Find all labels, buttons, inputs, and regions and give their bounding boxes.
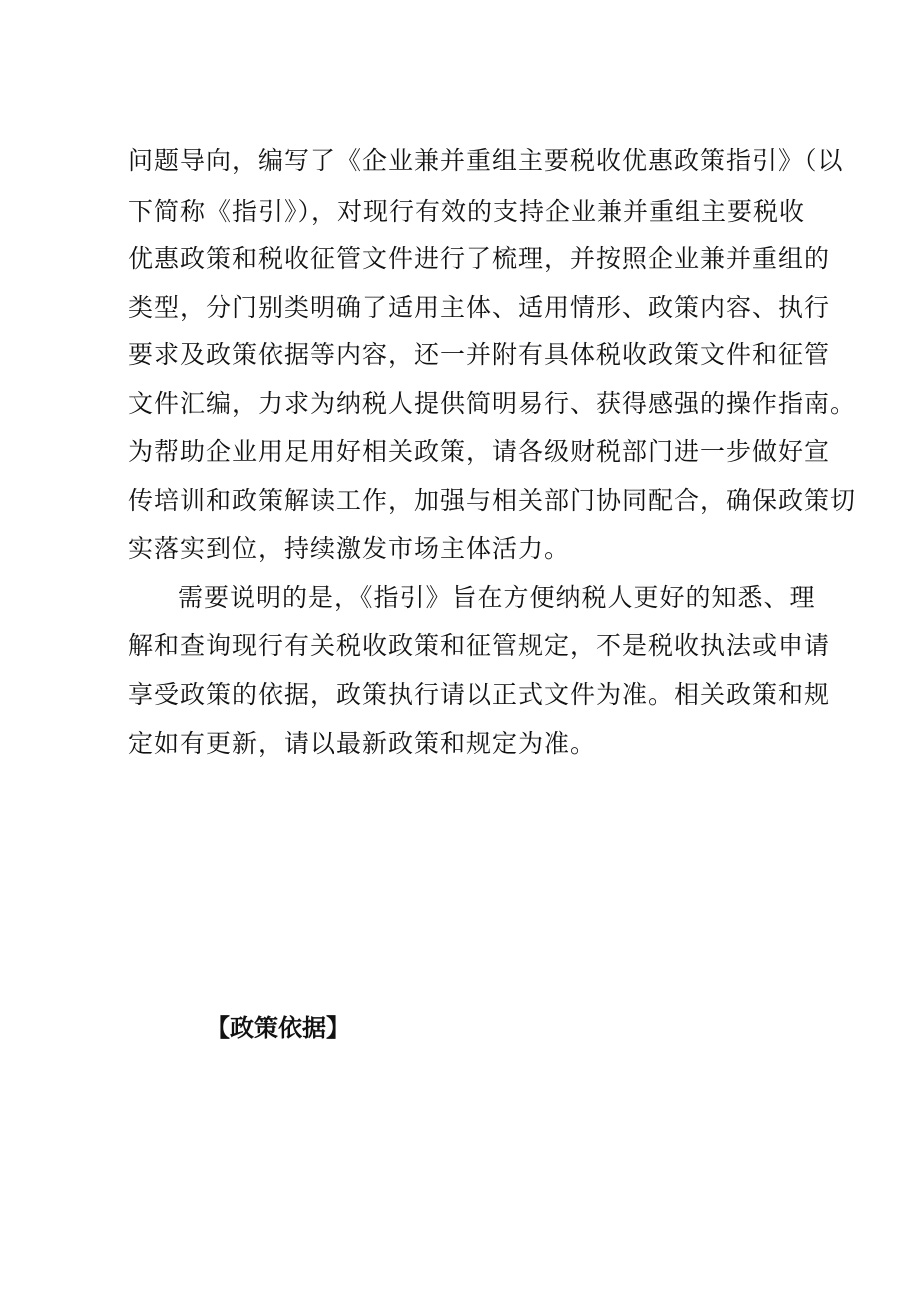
paragraph-1-line-8: 传培训和政策解读工作，加强与相关部门协同配合，确保政策切	[128, 486, 857, 515]
paragraph-1-line-9: 实落实到位，持续激发市场主体活力。	[128, 534, 571, 563]
paragraph-2-line-4: 定如有更新，请以最新政策和规定为准。	[128, 729, 597, 758]
paragraph-1-line-1: 问题导向，编写了《企业兼并重组主要税收优惠政策指引》（以	[128, 146, 844, 175]
paragraph-1-line-4: 类型，分门别类明确了适用主体、适用情形、政策内容、执行	[128, 293, 831, 322]
paragraph-1-line-3: 优惠政策和税收征管文件进行了梳理，并按照企业兼并重组的	[128, 244, 831, 273]
paragraph-2-line-2: 解和查询现行有关税收政策和征管规定，不是税收执法或申请	[128, 631, 831, 660]
paragraph-1-line-2: 下简称《指引》），对现行有效的支持企业兼并重组主要税收	[128, 197, 806, 226]
paragraph-1-line-5: 要求及政策依据等内容，还一并附有具体税收政策文件和征管	[128, 340, 831, 369]
section-heading: 【政策依据】	[206, 1014, 350, 1042]
paragraph-2-line-1: 需要说明的是，《指引》旨在方便纳税人更好的知悉、理	[178, 583, 816, 612]
paragraph-1-line-7: 为帮助企业用足用好相关政策，请各级财税部门进一步做好宣	[128, 437, 831, 466]
paragraph-1-line-6: 文件汇编，力求为纳税人提供简明易行、获得感强的操作指南。	[128, 389, 857, 418]
paragraph-2-line-3: 享受政策的依据，政策执行请以正式文件为准。相关政策和规	[128, 680, 831, 709]
